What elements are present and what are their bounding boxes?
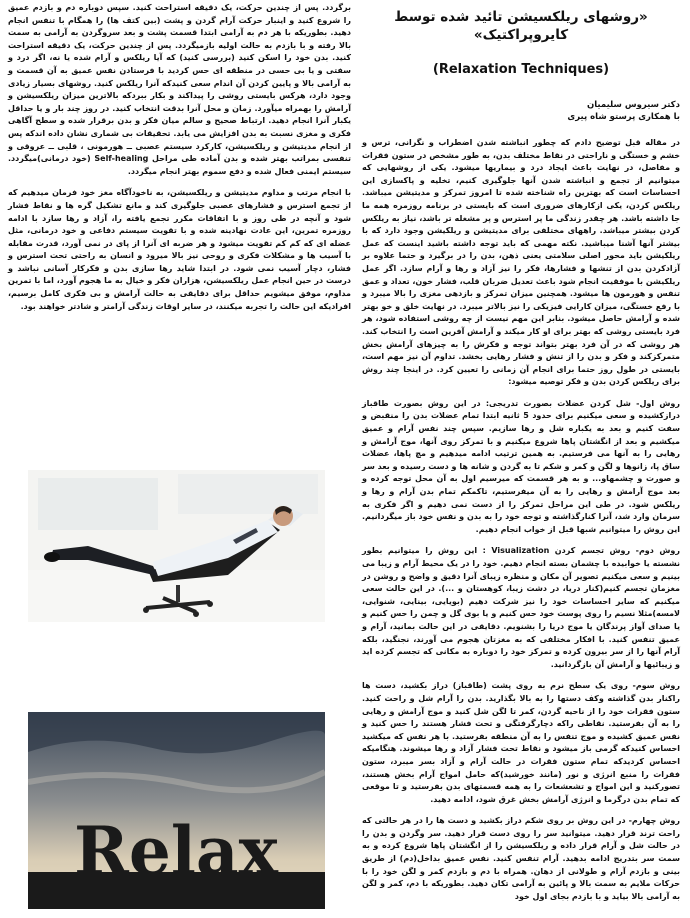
- right-column: [362, 6, 680, 912]
- left-column: [8, 2, 351, 322]
- method-two-paragraph: روش دوم- روش تجسم کردن Visualization : این روش را میتوانیم بطور نشسته یا خوابیده با چشمان بسته انجام دهیم. خود را در یک محیط آرام و زیبا می بینیم و سعی میکنیم تصویر آن مکان و منظره زیبای آنرا دقیق و واضح و روشن در مغزمان تجسم کنیم(کنار دریا، در دشت زیبا، کوهستان و ...). در این حالت سعی میکنیم که سایر احساسات خود را نیز شرکت دهیم (بویایی، بینایی، شنوایی، لامسه)مثلا نسیم را روی پوست خود حس کنیم و یا بوی گل و چمن را حس کنیم و یا صدای آواز پرندگان یا موج دریا را بشنویم. دقایقی در این حالت بمانید، آرام و عمیق تنفس کنید. با افکار مختلفی که به مغزتان هجوم می آورند، نجنگید، بلکه آرام آنها را از سر بیرون کرده و تمرکز خود را دوباره به مکانی که تجسم کرده اید و زیبائیها و آرامش آن بازگردانید.: [362, 546, 680, 669]
- continuation-paragraph: برگردد. پس از چندین حرکت، یک دقیقه استراحت کنید. سپس دوباره دم و بازدم عمیق را شروع کنید و اینبار حرکت آرام گردن و پشت (بین کتف ها) را همگام با تنفس انجام دهید. بطوریکه با هر دم به آرامی ابتدا قسمت پشت و بعد سروگردن به آرامی به سمت بالا رفته و با بازدم به حالت اولیه بازمیگردد. پس از چندین حرکت، یک دقیقه استراحت کنید. بدن خود را اسکن کنید (بررسی کنید) که آیا ریلکس و آرام شده یا نه، اگر درد و سفتی و یا بی حسی در منطقه ای حس کردید با فرستادن نفس عمیق به آن قسمت و به آرامی بالا و پایین کردن آن اندام سعی کنیدکه آنرا ریلکس کنید. روشهای بسیار زیادی وجود دارد، هرکس بایستی روشی را پیداکند و بکار ببردکه بالاترین میزان ریلکسیشن و آرامش را بهمراه میآورد. زمان و محل آنرا بدقت انتخاب کنید. در روز چند بار و یا حداقل یکبار آنرا انجام دهید. ارتباط صحیح و سالم میان فکر و بدن برقرار شده و سطح آگاهی فکری و مغزی نسبت به بدن افزایش می یابد. تحقیقات بی شماری نشان داده اندکه پس از انجام مدیتیشن و ریلکسیشن، کارکرد سیستم عصبی ــ هورمونی ، قلبی ــ عروقی و تنفسی بمراتب بهتر شده و بدن آماده طی مراحل Self-healing (خود درمانی)میگردد. سیستم ایمنی فعال شده و دفع سموم بهتر انجام میگردد.: [8, 3, 351, 176]
- benefits-paragraph: با انجام مرتب و مداوم مدیتیشن و ریلکسیشن، به ناخودآگاه مغز خود فرمان میدهیم که از تجمع استرس و فشارهای عصبی جلوگیری کند و مانع تشکیل گره ها و نقاط فشار شود و آنچه در طی روز و با اتفاقات مکرر تجمع یافته را، آزاد و رها سازد با ادامه روزمره تمرین، این عادت نهادینه شده و با تقویت سیستم دفاعی و خود درمانی، مثل عضله ای که کم کم تقویت میشود و هر ضربه ای آنرا از پای در نمی آورد، قدرت مقابله با آسیب ها و مشکلات فکری و روحی نیز بالا میرود و انسان به راحتی تحت استرس و فشار، دچار آسیب نمی شود. در ابتدا شاید رها سازی بدن و فکرکار آسانی نباشد و درست در حین انجام عمل ریلکسیشن، هزاران فکر و خیال به ما هجوم آورد، اما با تمرین مداوم، موفق میشویم حداقل برای دقایقی به حالت آرامش و بی فکری کامل برسیم، افرادیکه این حالت را تجربه میکنند، در سایر اوقات زندگی آرامتر و شادتر خواهند بود.: [8, 188, 351, 311]
- method-three-paragraph: روش سوم- روی یک سطح نرم به روی پشت (طاقباز) دراز بکشید، دست ها راکنار بدن گذاشته وکف دستها را به بالا بگذارید. بدن را آرام شل و راحت کنید. ستون فقرات خود را از ناحیه گردن، کمر تا لگن شل کنید و موج آرامش و رهایی را به آن بفرستید. نقاطی راکه دچارگرفتگی و تحت فشار هستند را حس کنید و نفس عمیق کشیده و موج تنفس را به آن منطقه بفرستید. با هر نفس که میکشید احساس کنیدکه گرمی باز میشود و نقاط تحت فشار آزاد و رها میشوند. هنگامیکه احساس کردیدکه تمام ستون فقرات در حالت آرام و آزاد بسر میبرد، ستون فقرات را منبع انرژی و نور (مانند خورشید)که حامل امواج آرام بخش هستند، تصورکنید و این امواج و تشعشعات را به همه قسمتهای بدن بفرستید و تا موقعی که تمام بدن درگرما و انرژی آرامش بخش غرق شود، ادامه دهید.: [362, 681, 680, 804]
- intro-paragraph: در مقاله قبل توضیح دادم که چطور انباشته شدن اضطراب و نگرانی، ترس و خشم و خستگی و ناراحتی در نقاط مختلف بدن، به طور مشخص در ستون فقرات و مفاصل، در نهایت باعث ایجاد درد و بیماریها میشود. یکی از روشهایی که میتوانیم از تجمع و انباشته شدن آنها جلوگیری کنیم، تخلیه و پاکسازی این احساسات است که بهترین راه شناخته شده تا امروز تمرکز و مدیتیشن میباشد. ریلکس کردن، یکی ازکارهای ضروری است که بایستی در برنامه روزمره همه ما جا داشته باشد. هر چقدر زندگی ما پر استرس و پر مشغله تر باشد، نیاز به ریلکس کردن بیشتر میباشد. راههای مختلفی برای مدیتیشن و ریلکیشن وجود دارد که با بیشتر آنها آشنا میباشید. نکته مهمی که باید توجه داشته باشید اینست که عمل ریلکیشن باید محور اصلی سلامتی یعنی ذهن، بدن را در برگیرد و حتما علاوه بر آزادکردن بدن از تنشها و فشارها، فکر را نیز آزاد و رها و آرام سازد. اگر عمل ریلکیشن با موفقیت انجام شود باعث تعدیل ضربان قلب، فشار خون، تعداد و عمق تنفس و هورمون ها میشود. همچنین میزان تمرکز و بازدهی مغزی را بالا میبرد و با رفع خستگی، میزان کارایی فیزیکی را نیز بالاتر میبرد. در نهایت خلق و خو بهتر شده و آرامش حاصل میشود. بنابر این مهم نیست از چه روشی استفاده شود، هر فرد بایستی روشی که بهتر برای او کار میکند و آرامش آفرین است را انتخاب کند. هر روشی که در آن فرد بهتر بتواند توجه و فکرش را به چیزهای آرامش بخش متمرکزکند و فکر و بدن را از تنش و فشار رهایی بخشد. تداوم آن نیز مهم است، بایستی در طول روز حتما برای انجام آن زمانی را تعیین کرد. در اینجا چند روش برای ریلکس کردن بدن و فکر توصیه میشود:: [362, 138, 680, 387]
- author-block: [362, 99, 680, 123]
- method-four-paragraph: روش چهارم- در این روش بر روی شکم دراز بکشید و دست ها را در هر حالتی که راحت ترند قرار دهید. میتوانید سر را روی دست قرار دهید. سر وگردن و بدن را در حالت شل و آرام قرار داده و ریلکسیشن را از انگشتان پاها شروع کرده و به سمت سر بتدریج ادامه بدهید. آرام تنفس کنید. نفس عمیق بداخل(دم) از طریق بینی و بازدم آرام و طولانی از دهان. همراه با دم و بازدم کمر و لگن خود را با حرکات ملایم به سمت بالا و پائین به آرامی تکان دهید. بطوریکه با دم، کمر و لگن به آرامی بالا بیاید و با بازدم بجای اول خود: [362, 816, 680, 901]
- relax-letters-sunset-photo: [28, 712, 325, 909]
- article-title: «روشهای ریلکسیشن تائید شده توسط کایروپراکتیک»: [394, 9, 648, 43]
- method-one-paragraph: روش اول- شل کردن عضلات بصورت تدریجی: در این روش بصورت طاقباز درازکشیده و سعی میکنیم برای حدود 5 ثانیه ابتدا تمام عضلات بدن را منقبض و سفت کنیم و بعد به یکباره شل و رها سازیم. سپس چند نفس آرام و عمیق میکشیم و بعد از انگشتان پاها شروع میکنیم و با تمرکز روی آنها، موج آرامش و رهایی را به آنها می فرستیم. به همین ترتیب ادامه میدهیم و مچ پاها، عضلات ساق پا، زانوها و لگن و کمر و شکم تا به گردن و شانه ها و دست رسیده و بعد سر و صورت و چشمهاو... و به هر قسمت که میرسیم اول به آن محل توجه کرده و بعد موج آرامش و رهایی را به آن میفرستیم، تاکمکم تمام بدن آرام و رها و ریلکس شود. در طی این مراحل تمرکز را از دست نمی دهیم و اگر فکری به سرمان وارد شد، آنرا کنارگذاشته و توجه خود را به بدن و نفس خود باز میگردانیم. این روش را میتوانیم شبها قبل از خواب انجام دهیم.: [362, 398, 680, 534]
- relax-sculpture-text: Relax: [73, 812, 279, 890]
- collaborator-name: با همکاری پرستو شاه پیری: [567, 112, 680, 122]
- author-name: دکتر سیروس سلیمیان: [586, 100, 680, 110]
- man-relaxing-in-office-chair-photo: [28, 470, 325, 622]
- article-subtitle: (Relaxation Techniques): [432, 62, 610, 77]
